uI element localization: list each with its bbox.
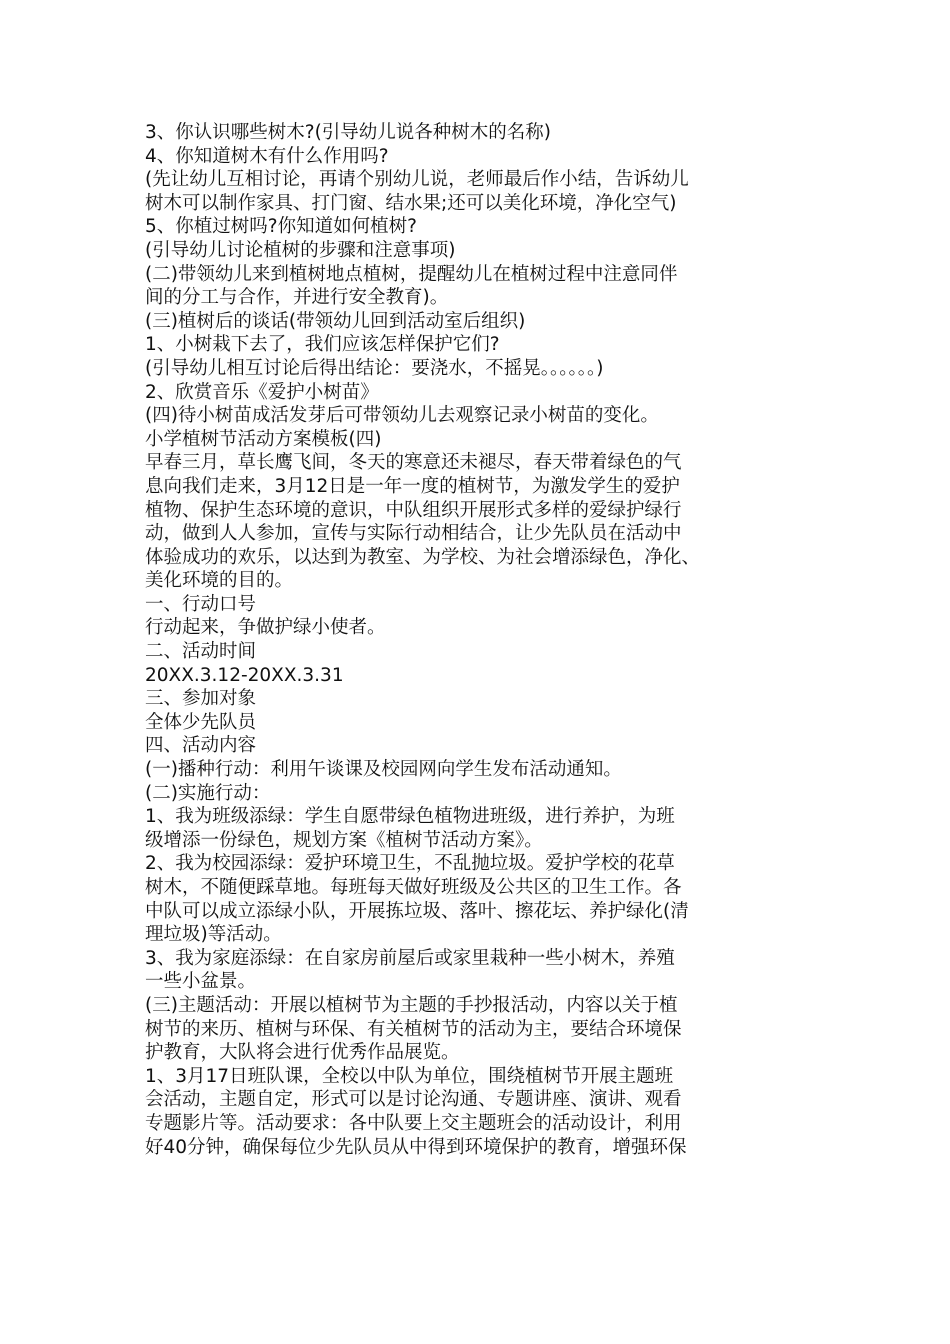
- text-line: 树木，不随便踩草地。每班每天做好班级及公共区的卫生工作。各: [145, 877, 682, 898]
- document-body: [145, 121, 815, 1159]
- text-line: 美化环境的目的。: [145, 570, 294, 592]
- text-line: 中队可以成立添绿小队，开展拣垃圾、落叶、擦花坛、养护绿化(清: [145, 900, 689, 922]
- text-line: 好40分钟，确保每位少先队员从中得到环境保护的教育，增强环保: [145, 1136, 687, 1158]
- text-line: (三)植树后的谈话(带领幼儿回到活动室后组织): [145, 310, 526, 332]
- text-line: 4、你知道树木有什么作用吗?: [145, 145, 389, 167]
- text-line: 小学植树节活动方案模板(四): [145, 428, 382, 450]
- text-line: (一)播种行动：利用午谈课及校园网向学生发布活动通知。: [145, 759, 622, 781]
- text-line: 全体少先队员: [145, 711, 257, 733]
- text-line: 一、行动口号: [145, 593, 257, 615]
- text-line: 2、我为校园添绿：爱护环境卫生，不乱抛垃圾。爱护学校的花草: [145, 853, 675, 875]
- text-line: 级增添一份绿色，规划方案《植树节活动方案》。: [145, 829, 543, 851]
- text-line: 行动起来，争做护绿小使者。: [145, 617, 386, 639]
- text-line: 间的分工与合作，并进行安全教育)。: [145, 287, 449, 309]
- text-line: 二、活动时间: [145, 641, 257, 663]
- text-line: 植物、保护生态环境的意识，中队组织开展形式多样的爱绿护绿行: [145, 499, 682, 521]
- text-line: 护教育，大队将会进行优秀作品展览。: [145, 1042, 460, 1064]
- text-line: 动，做到人人参加，宣传与实际行动相结合，让少先队员在活动中: [145, 523, 682, 545]
- text-line: 20XX.3.12-20XX.3.31: [145, 664, 344, 686]
- text-line: 一些小盆景。: [145, 971, 257, 993]
- text-line: 息向我们走来，3月12日是一年一度的植树节，为激发学生的爱护: [145, 475, 680, 497]
- text-line: (先让幼儿互相讨论，再请个别幼儿说，老师最后作小结，告诉幼儿: [145, 169, 689, 191]
- text-line: 2、欣赏音乐《爱护小树苗》: [145, 381, 379, 403]
- text-line: 树节的来历、植树与环保、有关植树节的活动为主，要结合环境保: [145, 1018, 682, 1040]
- text-line: 树木可以制作家具、打门窗、结水果;还可以美化环境，净化空气): [145, 192, 677, 214]
- text-line: 1、小树栽下去了，我们应该怎样保护它们?: [145, 334, 500, 356]
- text-line: 3、你认识哪些树木?(引导幼儿说各种树木的名称): [145, 122, 552, 143]
- text-line: 专题影片等。活动要求：各中队要上交主题班会的活动设计，利用: [145, 1112, 682, 1134]
- text-line: 会活动，主题自定，形式可以是讨论沟通、专题讲座、演讲、观看: [145, 1089, 682, 1111]
- text-line: (四)待小树苗成活发芽后可带领幼儿去观察记录小树苗的变化。: [145, 405, 659, 427]
- text-line: 1、我为班级添绿：学生自愿带绿色植物进班级，进行养护，为班: [145, 806, 675, 828]
- text-line: 体验成功的欢乐，以达到为教室、为学校、为社会增添绿色，净化、: [145, 546, 701, 568]
- text-line: 早春三月，草长鹰飞间，冬天的寒意还未褪尽，春天带着绿色的气: [145, 452, 682, 474]
- text-line: 三、参加对象: [145, 688, 257, 710]
- text-line: 5、你植过树吗?你知道如何植树?: [145, 216, 417, 238]
- text-line: (引导幼儿讨论植树的步骤和注意事项): [145, 239, 456, 261]
- text-line: (三)主题活动：开展以植树节为主题的手抄报活动，内容以关于植: [145, 994, 678, 1016]
- text-line: 1、3月17日班队课，全校以中队为单位，围绕植树节开展主题班: [145, 1065, 674, 1087]
- text-line: (引导幼儿相互讨论后得出结论：要浇水，不摇晃。。。。。。): [145, 357, 604, 379]
- text-line: 四、活动内容: [145, 735, 257, 757]
- text-line: 3、我为家庭添绿：在自家房前屋后或家里栽种一些小树木，养殖: [145, 947, 675, 969]
- text-line: (二)实施行动：: [145, 782, 271, 804]
- text-line: (二)带领幼儿来到植树地点植树，提醒幼儿在植树过程中注意同伴: [145, 263, 678, 285]
- text-line: 理垃圾)等活动。: [145, 924, 282, 946]
